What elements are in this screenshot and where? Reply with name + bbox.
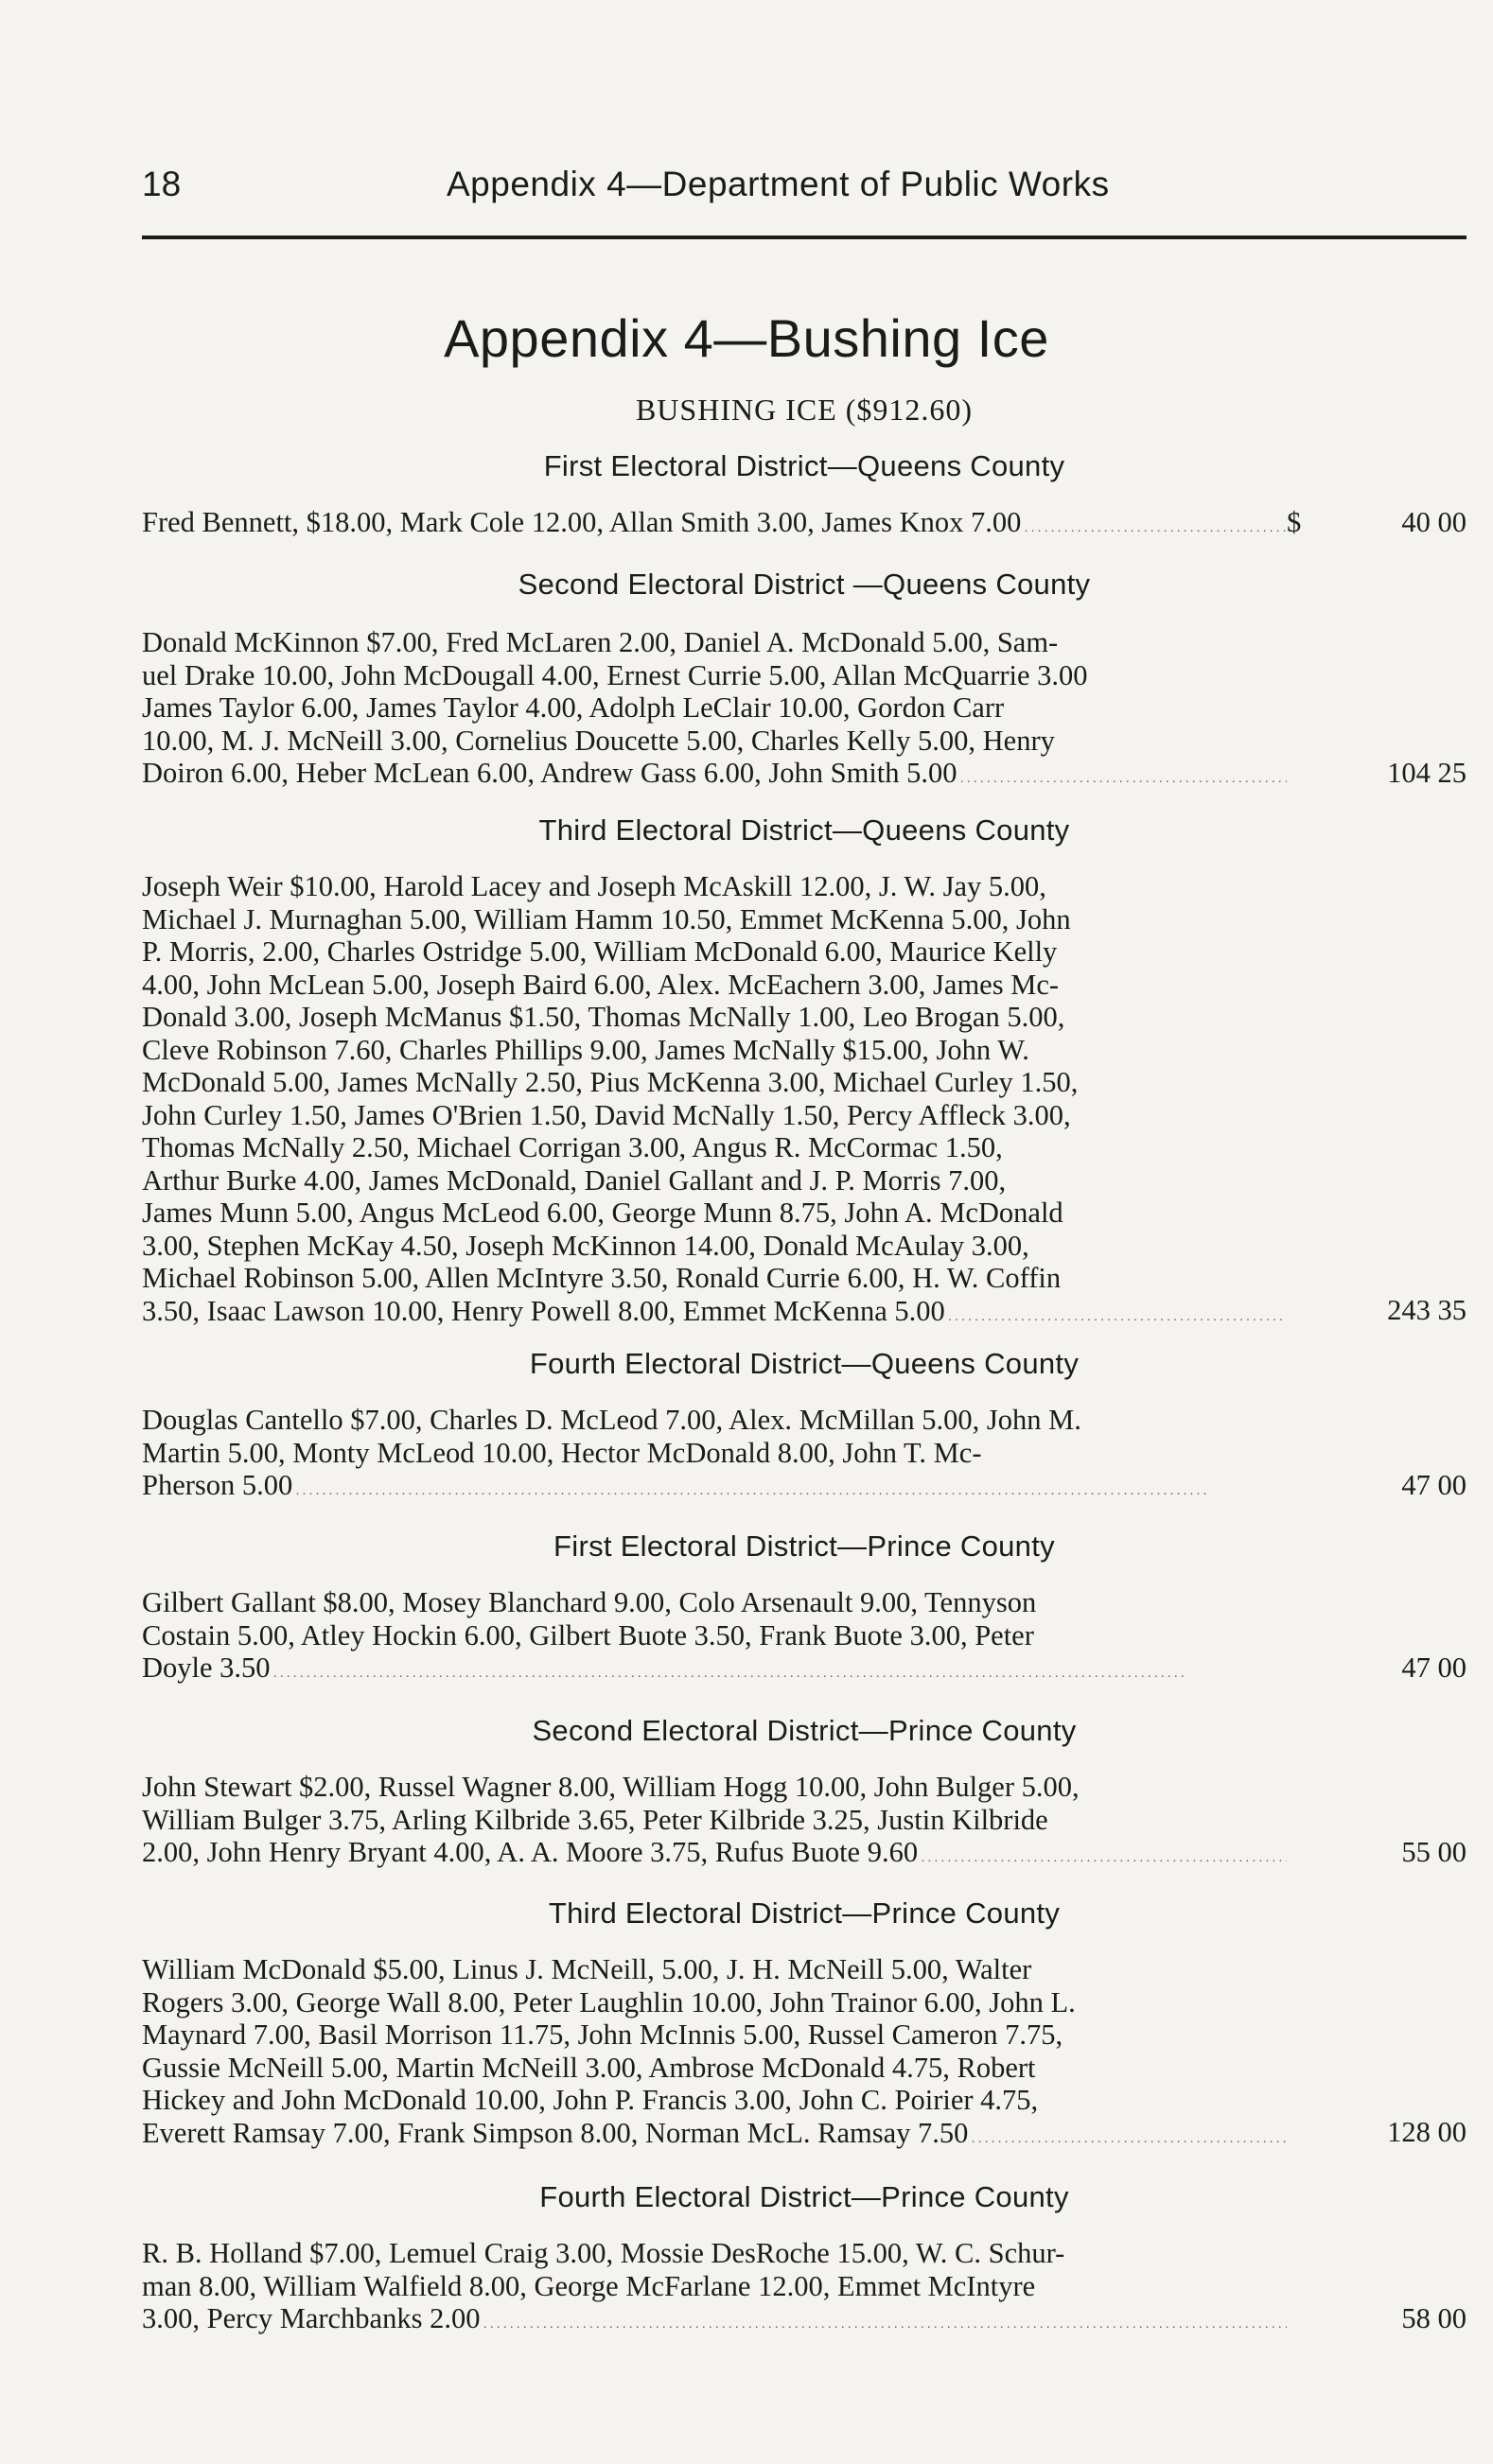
section-amount: 243 35 <box>1387 1294 1467 1326</box>
page-title: Appendix 4—Bushing Ice <box>444 308 1049 368</box>
section-amount: 55 00 <box>1401 1836 1467 1868</box>
entry-line: Pherson 5.00 . . . <box>142 1469 1287 1509</box>
entry-line: McDonald 5.00, James McNally 2.50, Pius McKenna 3.00, Michael Curley 1.50, <box>142 1066 1079 1098</box>
section-entries <box>142 626 1287 796</box>
entry-line: William Bulger 3.75, Arling Kilbride 3.65, Peter Kilbride 3.25, Justin Kilbride <box>142 1803 1048 1836</box>
section-amount: 58 00 <box>1401 2302 1467 2334</box>
entry-line: John Curley 1.50, James O'Brien 1.50, David McNally 1.50, Percy Affleck 3.00, <box>142 1098 1071 1131</box>
entry-line: James Taylor 6.00, James Taylor 4.00, Adolph LeClair 10.00, Gordon Carr <box>142 691 1005 724</box>
entry-line: Rogers 3.00, George Wall 8.00, Peter Laughlin 10.00, John Trainor 6.00, John L. <box>142 1985 1076 2018</box>
entry-line: Michael Robinson 5.00, Allen McIntyre 3.50, Ronald Currie 6.00, H. W. Coffin <box>142 1262 1062 1294</box>
running-title: Appendix 4—Department of Public Works <box>447 165 1110 203</box>
section-amount: 40 00 <box>1401 506 1467 538</box>
section-entries <box>142 506 1287 546</box>
section-entries <box>142 1953 1287 2156</box>
entry-line: Doyle 3.50 . . . <box>142 1651 1287 1691</box>
entry-line: Maynard 7.00, Basil Morrison 11.75, John McInnis 5.00, Russel Cameron 7.75, <box>142 2018 1063 2051</box>
section-heading: Second Electoral District —Queens County <box>518 568 1091 601</box>
entry-line: Martin 5.00, Monty McLeod 10.00, Hector McDonald 8.00, John T. Mc- <box>142 1436 982 1469</box>
section-amount: 47 00 <box>1401 1651 1467 1684</box>
entry-line: Thomas McNally 2.50, Michael Corrigan 3.00, Angus R. McCormac 1.50, <box>142 1131 1003 1163</box>
section-entries <box>142 2237 1287 2342</box>
entry-line: James Munn 5.00, Angus McLeod 6.00, George Munn 8.75, John A. McDonald <box>142 1197 1063 1229</box>
section-amount: 104 25 <box>1387 757 1467 789</box>
running-header <box>142 159 1467 216</box>
entry-line: John Stewart $2.00, Russel Wagner 8.00, William Hogg 10.00, John Bulger 5.00, <box>142 1771 1080 1803</box>
entry-line: Fred Bennett, $18.00, Mark Cole 12.00, Allan Smith 3.00, James Knox 7.00 . . . <box>142 506 1287 546</box>
entry-line: Hickey and John McDonald 10.00, John P. Francis 3.00, John C. Poirier 4.75, <box>142 2084 1039 2116</box>
entry-line: William McDonald $5.00, Linus J. McNeill, 5.00, J. H. McNeill 5.00, Walter <box>142 1953 1032 1985</box>
section-entries <box>142 1404 1287 1509</box>
header-rule <box>142 236 1467 239</box>
section-heading: Third Electoral District—Prince County <box>548 1896 1061 1930</box>
entry-line: 3.00, Percy Marchbanks 2.00 . . . <box>142 2302 1287 2342</box>
entry-line: 10.00, M. J. McNeill 3.00, Cornelius Doucette 5.00, Charles Kelly 5.00, Henry <box>142 724 1055 757</box>
entry-line: Doiron 6.00, Heber McLean 6.00, Andrew Gass 6.00, John Smith 5.00 . . . <box>142 757 1287 796</box>
entry-line: Joseph Weir $10.00, Harold Lacey and Joseph McAskill 12.00, J. W. Jay 5.00, <box>142 870 1046 902</box>
section-heading: Second Electoral District—Prince County <box>532 1714 1077 1747</box>
section-entries <box>142 870 1287 1334</box>
page-subtitle: BUSHING ICE ($912.60) <box>635 393 974 427</box>
entry-line: Gilbert Gallant $8.00, Mosey Blanchard 9.00, Colo Arsenault 9.00, Tennyson <box>142 1586 1037 1618</box>
entry-line: Gussie McNeill 5.00, Martin McNeill 3.00, Ambrose McDonald 4.75, Robert <box>142 2051 1036 2084</box>
section-heading: Fourth Electoral District—Queens County <box>529 1347 1080 1380</box>
section-heading: Fourth Electoral District—Prince County <box>539 2180 1069 2213</box>
entry-line: Arthur Burke 4.00, James McDonald, Daniel Gallant and J. P. Morris 7.00, <box>142 1163 1007 1197</box>
section-heading: First Electoral District—Prince County <box>553 1529 1055 1563</box>
entry-line: uel Drake 10.00, John McDougall 4.00, Ernest Currie 5.00, Allan McQuarrie 3.00 <box>142 658 1088 691</box>
entry-line: Costain 5.00, Atley Hockin 6.00, Gilbert Buote 3.50, Frank Buote 3.00, Peter <box>142 1618 1034 1651</box>
section-heading: Third Electoral District—Queens County <box>538 813 1070 847</box>
section-entries <box>142 1771 1287 1876</box>
section-amount: 128 00 <box>1387 2116 1467 2148</box>
entry-line: Donald McKinnon $7.00, Fred McLaren 2.00, Daniel A. McDonald 5.00, Sam- <box>142 626 1059 658</box>
entry-line: 4.00, John McLean 5.00, Joseph Baird 6.00, Alex. McEachern 3.00, James Mc- <box>142 968 1060 1001</box>
page-number: 18 <box>142 165 182 203</box>
entry-line: R. B. Holland $7.00, Lemuel Craig 3.00, Mossie DesRoche 15.00, W. C. Schur- <box>142 2237 1065 2269</box>
section-entries <box>142 1586 1287 1691</box>
entry-line: Everett Ramsay 7.00, Frank Simpson 8.00, Norman McL. Ramsay 7.50 . . . <box>142 2117 1287 2157</box>
currency-sign: $ <box>1287 506 1302 538</box>
entry-line: Michael J. Murnaghan 5.00, William Hamm 10.50, Emmet McKenna 5.00, John <box>142 902 1071 935</box>
entry-line: 3.50, Isaac Lawson 10.00, Henry Powell 8.00, Emmet McKenna 5.00 . . . <box>142 1295 1287 1335</box>
entry-line: Douglas Cantello $7.00, Charles D. McLeod 7.00, Alex. McMillan 5.00, John M. <box>142 1404 1081 1436</box>
entry-line: P. Morris, 2.00, Charles Ostridge 5.00, William McDonald 6.00, Maurice Kelly <box>142 935 1058 968</box>
entry-line: 3.00, Stephen McKay 4.50, Joseph McKinnon 14.00, Donald McAulay 3.00, <box>142 1229 1029 1262</box>
entry-line: 2.00, John Henry Bryant 4.00, A. A. Moore 3.75, Rufus Buote 9.60 . . . <box>142 1836 1287 1876</box>
section-amount: 47 00 <box>1401 1469 1467 1501</box>
entry-line: man 8.00, William Walfield 8.00, George McFarlane 12.00, Emmet McIntyre <box>142 2269 1036 2302</box>
section-heading: First Electoral District—Queens County <box>543 449 1065 482</box>
entry-line: Donald 3.00, Joseph McManus $1.50, Thomas McNally 1.00, Leo Brogan 5.00, <box>142 1001 1065 1033</box>
entry-line: Cleve Robinson 7.60, Charles Phillips 9.00, James McNally $15.00, John W. <box>142 1033 1029 1066</box>
